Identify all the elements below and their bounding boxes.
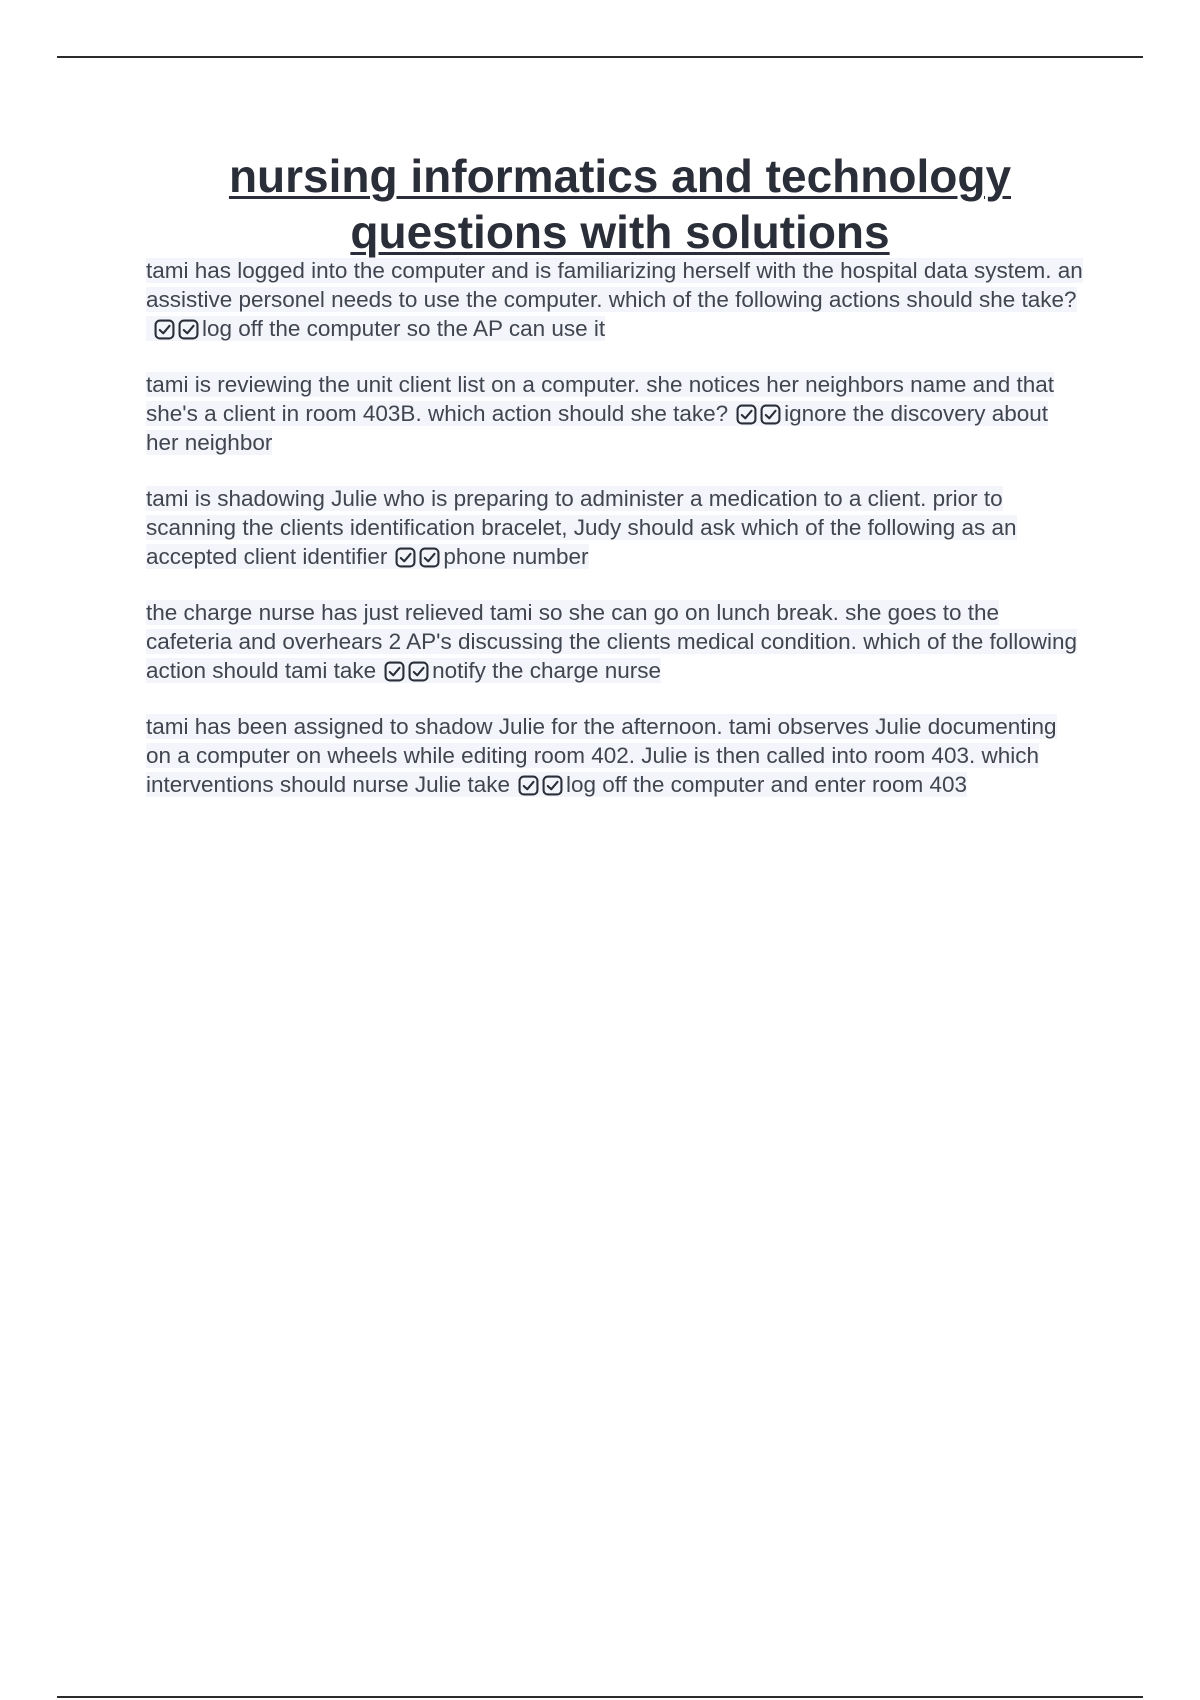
check-box-icon [395,547,416,568]
qa-item [146,598,1086,685]
question-text: the charge nurse has just relieved tami so she can go on lunch break. she goes to the cafeteria and overhears 2 AP's discussing the clients medical condition. which of the following action should tami take [146,600,1078,683]
page-title: nursing informatics and technology questions with solutions [228,150,1012,258]
qa-item [146,370,1086,457]
qa-item [146,484,1086,571]
qa-item [146,256,1086,343]
check-box-icon [760,404,781,425]
answer-text: log off the computer so the AP can use it [202,316,606,341]
footer-rule [57,1696,1143,1698]
answer-text: phone number [443,544,589,569]
answer-text: ignore the discovery about her neighbor [146,401,1049,455]
check-box-icon [384,661,405,682]
qa-list [146,256,1086,826]
check-box-icon [419,547,440,568]
answer-text: log off the computer and enter room 403 [565,772,968,797]
check-box-icon [518,775,539,796]
qa-item [146,712,1086,799]
check-box-icon [408,661,429,682]
answer-text: notify the charge nurse [432,658,662,683]
check-box-icon [542,775,563,796]
check-box-icon [178,319,199,340]
question-text: tami has logged into the computer and is familiarizing herself with the hospital data system. an assistive personel needs to use the computer. which of the following actions should she take? [146,258,1083,312]
question-text: tami is reviewing the unit client list on a computer. she notices her neighbors name and that she's a client in room 403B. which action should she take? [146,372,1054,426]
question-text: tami has been assigned to shadow Julie for the afternoon. tami observes Julie documenting on a computer on wheels while editing room 402. Julie is then called into room 403. which interventions should nurse Julie take [146,714,1057,797]
check-box-icon [154,319,175,340]
check-box-icon [736,404,757,425]
header-rule [57,56,1143,58]
question-text: tami is shadowing Julie who is preparing to administer a medication to a client. prior to scanning the clients identification bracelet, Judy should ask which of the following as an accepted client identifier [146,486,1017,569]
